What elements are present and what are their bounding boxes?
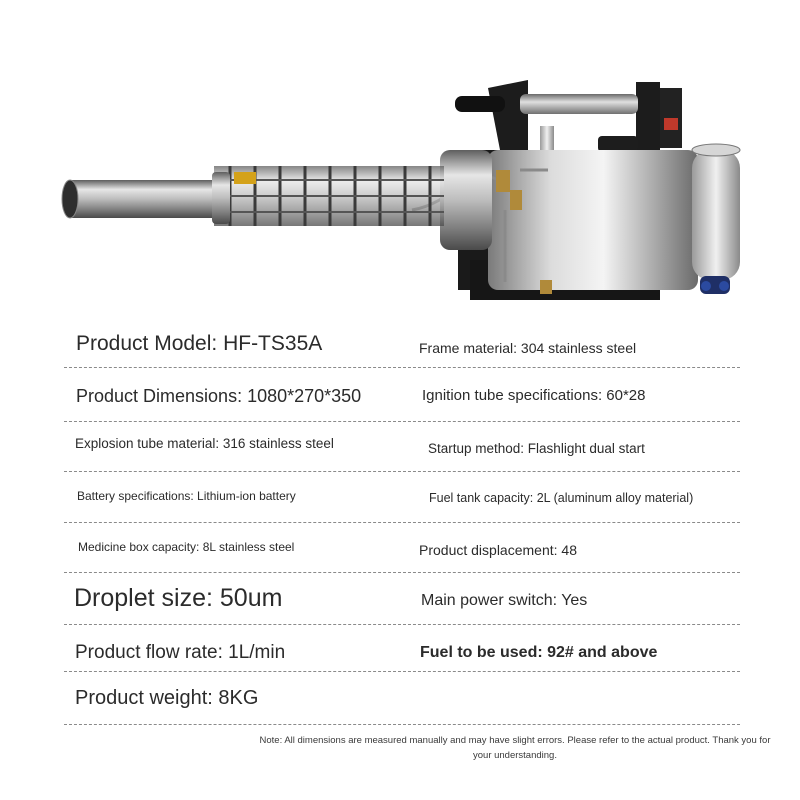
spec-row-6 (64, 572, 740, 625)
spec-product-model: Product Model: HF-TS35A (76, 332, 323, 355)
spec-row-8 (64, 671, 740, 725)
product-illustration (0, 0, 800, 320)
spec-product-weight: Product weight: 8KG (75, 687, 259, 709)
spec-medicine-box-capacity: Medicine box capacity: 8L stainless steel (78, 540, 295, 554)
spec-battery: Battery specifications: Lithium-ion battery (77, 489, 296, 503)
spec-explosion-tube-material: Explosion tube material: 316 stainless steel (75, 436, 334, 451)
spec-main-power-switch: Main power switch: Yes (421, 592, 588, 609)
spec-ignition-tube: Ignition tube specifications: 60*28 (422, 387, 646, 404)
spec-row-2 (64, 367, 740, 422)
footnote: Note: All dimensions are measured manually and may have slight errors. Please refer to the actual product. Thank you for your understanding. (259, 735, 771, 761)
spec-fuel-to-be-used: Fuel to be used: 92# and above (420, 644, 658, 661)
spec-product-flow-rate: Product flow rate: 1L/min (75, 642, 286, 663)
spec-product-displacement: Product displacement: 48 (419, 542, 577, 558)
spec-frame-material: Frame material: 304 stainless steel (419, 340, 637, 356)
spec-row-4 (64, 471, 740, 523)
spec-droplet-size: Droplet size: 50um (74, 584, 283, 612)
spec-row-5 (64, 522, 740, 573)
spec-row-3 (64, 421, 740, 472)
combustion-chamber (440, 150, 492, 250)
cage-tube (214, 166, 444, 226)
spec-fuel-tank-capacity: Fuel tank capacity: 2L (aluminum alloy material) (429, 491, 694, 505)
spec-startup-method: Startup method: Flashlight dual start (428, 441, 645, 456)
medicine-tank (488, 144, 740, 294)
spec-row-7 (64, 624, 740, 672)
fuel-cap (540, 126, 638, 154)
explosion-tube (62, 172, 230, 224)
spec-product-dimensions: Product Dimensions: 1080*270*350 (76, 386, 362, 406)
spec-row-1 (64, 324, 740, 368)
